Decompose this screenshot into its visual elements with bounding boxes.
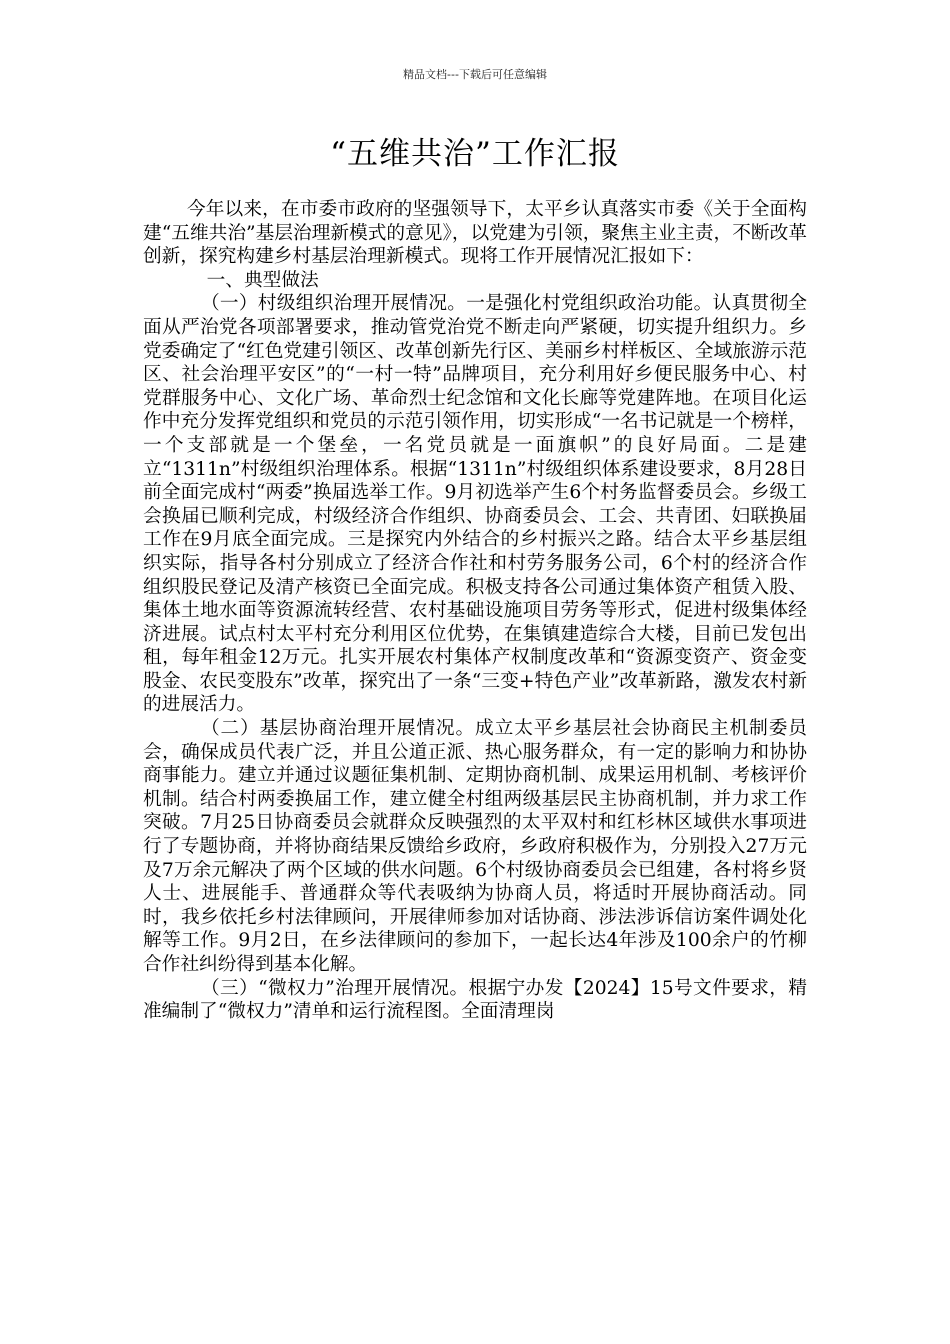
micro-power-governance-paragraph: （三）“微权力”治理开展情况。根据宁办发【2024】15号文件要求，精准编制了“微权力”清单和运行流程图。全面清理岗 <box>143 977 807 1023</box>
grassroots-consultation-paragraph: （二）基层协商治理开展情况。成立太平乡基层社会协商民主机制委员会，确保成员代表广泛，并且公道正派、热心服务群众，有一定的影响力和协协商事能力。建立并通过议题征集机制、定期协商机制、成果运用机制、考核评价机制。结合村两委换届工作，建立健全村组两级基层民主协商机制，并力求工作突破。7月25日协商委员会就群众反映强烈的太平双村和红杉林区域供水事项进行了专题协商，并将协商结果反馈给乡政府，乡政府积极作为，分别投入27万元及7万余元解决了两个区域的供水问题。6个村级协商委员会已组建，各村将乡贤人士、进展能手、普通群众等代表吸纳为协商人员，将适时开展协商活动。同时，我乡依托乡村法律顾问，开展律师参加对话协商、涉法涉诉信访案件调处化解等工作。9月2日，在乡法律顾问的参加下，一起长达4年涉及100余户的竹柳合作社纠纷得到基本化解。 <box>143 718 807 975</box>
village-organization-governance-paragraph: （一）村级组织治理开展情况。一是强化村党组织政治功能。认真贯彻全面从严治党各项部署要求，推动管党治党不断走向严紧硬，切实提升组织力。乡党委确定了“红色党建引领区、改革创新先行区、美丽乡村样板区、全域旅游示范区、社会治理平安区”的“一村一特”品牌项目，充分利用好乡便民服务中心、村党群服务中心、文化广场、革命烈士纪念馆和文化长廊等党建阵地。在项目化运作中充分发挥党组织和党员的示范引领作用，切实形成“一名书记就是一个榜样，一个支部就是一个堡垒，一名党员就是一面旗帜”的良好局面。二是建立“1311n”村级组织治理体系。根据“1311n”村级组织体系建设要求，8月28日前全面完成村“两委”换届选举工作。9月初选举产生6个村务监督委员会。乡级工会换届已顺利完成，村级经济合作组织、协商委员会、工会、共青团、妇联换届工作在9月底全面完成。三是探究内外结合的乡村振兴之路。结合太平乡基层组织实际，指导各村分别成立了经济合作社和村劳务服务公司，6个村的经济合作组织股民登记及清产核资已全面完成。积极支持各公司通过集体资产租赁入股、集体土地水面等资源流转经营、农村基础设施项目劳务等形式，促进村级集体经济进展。试点村太平村充分利用区位优势，在集镇建造综合大楼，目前已发包出租，每年租金12万元。扎实开展农村集体产权制度改革和“资源变资产、资金变股金、农民变股东”改革，探究出了一条“三变+特色产业”改革新路，激发农村新的进展活力。 <box>143 293 807 716</box>
intro-paragraph: 今年以来，在市委市政府的坚强领导下，太平乡认真落实市委《关于全面构建“五维共治”基层治理新模式的意见》，以党建为引领，聚焦主业主责，不断改革创新，探究构建乡村基层治理新模式。现将工作开展情况汇报如下： <box>143 199 807 268</box>
document-title: “五维共治”工作汇报 <box>330 136 620 172</box>
section-heading-typical-practices: 一、典型做法 <box>206 269 319 291</box>
page-header: 精品文档---下载后可任意编辑 <box>403 68 547 81</box>
document-body <box>143 198 807 1024</box>
